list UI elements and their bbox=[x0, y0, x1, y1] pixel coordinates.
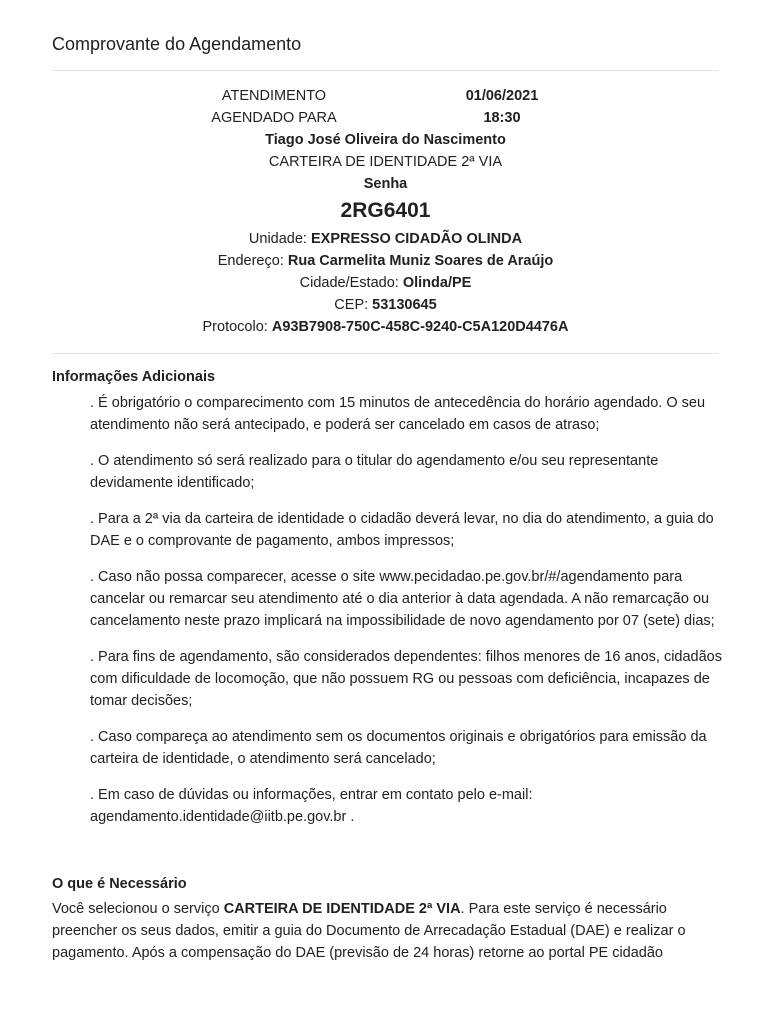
page-title: Comprovante do Agendamento bbox=[52, 34, 302, 54]
city-label: Cidade/Estado: bbox=[299, 275, 399, 291]
cep-line bbox=[52, 294, 719, 316]
appointment-label-line1: ATENDIMENTO bbox=[221, 88, 327, 104]
header-divider bbox=[52, 70, 719, 71]
protocol-label: Protocolo: bbox=[202, 319, 268, 335]
cep-label: CEP: bbox=[334, 297, 369, 313]
address-label: Endereço: bbox=[217, 253, 284, 269]
unit-label: Unidade: bbox=[248, 231, 307, 247]
info-item-cancellation: . Caso compareça ao atendimento sem os documentos originais e obrigatórios para emissão da carteira de identidade, o atendimento será cancelado; bbox=[90, 729, 707, 767]
info-item-dependents: . Para fins de agendamento, são considerados dependentes: filhos menores de 16 anos, cidadãos com dificuldade de locomoção, que não possuem RG ou pessoas com deficiência, incapazes de tomar decisões; bbox=[90, 649, 722, 709]
section-divider bbox=[52, 353, 719, 354]
requirements-text-before: Você selecionou o serviço bbox=[52, 901, 224, 917]
additional-info-list bbox=[90, 393, 722, 843]
info-item-documents: . Para a 2ª via da carteira de identidade o cidadão deverá levar, no dia do atendimento, a guia do DAE e o comprovante de pagamento, ambos impressos; bbox=[90, 511, 714, 549]
city-line bbox=[52, 272, 719, 294]
password-label: Senha bbox=[363, 176, 408, 192]
info-item-arrival: . É obrigatório o comparecimento com 15 minutos de antecedência do horário agendado. O seu atendimento não será antecipado, e poderá ser cancelado em casos de atraso; bbox=[90, 395, 706, 433]
info-item-holder: . O atendimento só será realizado para o titular do agendamento e/ou seu representante devidamente identificado; bbox=[90, 453, 659, 491]
info-item-reschedule: . Caso não possa comparecer, acesse o site www.pecidadao.pe.gov.br/#/agendamento para cancelar ou remarcar seu atendimento até o dia anterior à data agendada. A não remarcação ou cancelamento neste prazo implicará na impossibilidade de novo agendamento por 07 (sete) dias; bbox=[90, 569, 715, 629]
appointment-date: 01/06/2021 bbox=[465, 88, 539, 104]
citizen-name: Tiago José Oliveira do Nascimento bbox=[265, 132, 506, 148]
appointment-label-line2: AGENDADO PARA bbox=[211, 110, 337, 126]
unit-line bbox=[52, 228, 719, 250]
requirements-text bbox=[52, 899, 719, 964]
address-line bbox=[52, 250, 719, 272]
info-item-contact: . Em caso de dúvidas ou informações, entrar em contato pelo e-mail: agendamento.identidade@iitb.pe.gov.br . bbox=[90, 787, 533, 825]
protocol-value: A93B7908-750C-458C-9240-C5A120D4476A bbox=[271, 319, 569, 335]
service-name: CARTEIRA DE IDENTIDADE 2ª VIA bbox=[268, 154, 503, 170]
address-value: Rua Carmelita Muniz Soares de Araújo bbox=[287, 253, 554, 269]
requirements-service: CARTEIRA DE IDENTIDADE 2ª VIA bbox=[223, 901, 461, 917]
cep-value: 53130645 bbox=[372, 297, 437, 313]
city-value: Olinda/PE bbox=[402, 275, 472, 291]
additional-info-title: Informações Adicionais bbox=[52, 369, 216, 385]
protocol-line bbox=[52, 316, 719, 338]
appointment-time: 18:30 bbox=[483, 110, 521, 126]
requirements-text-after: . Para este serviço é necessário preencher os seus dados, emitir a guia do Documento de Arrecadação Estadual (DAE) e realizar o pagamento. Após a compensação do DAE (previsão de 24 horas) retorne ao portal PE cidadão bbox=[52, 901, 686, 961]
requirements-title: O que é Necessário bbox=[52, 876, 187, 892]
unit-value: EXPRESSO CIDADÃO OLINDA bbox=[310, 231, 523, 247]
password-code: 2RG6401 bbox=[340, 199, 431, 222]
